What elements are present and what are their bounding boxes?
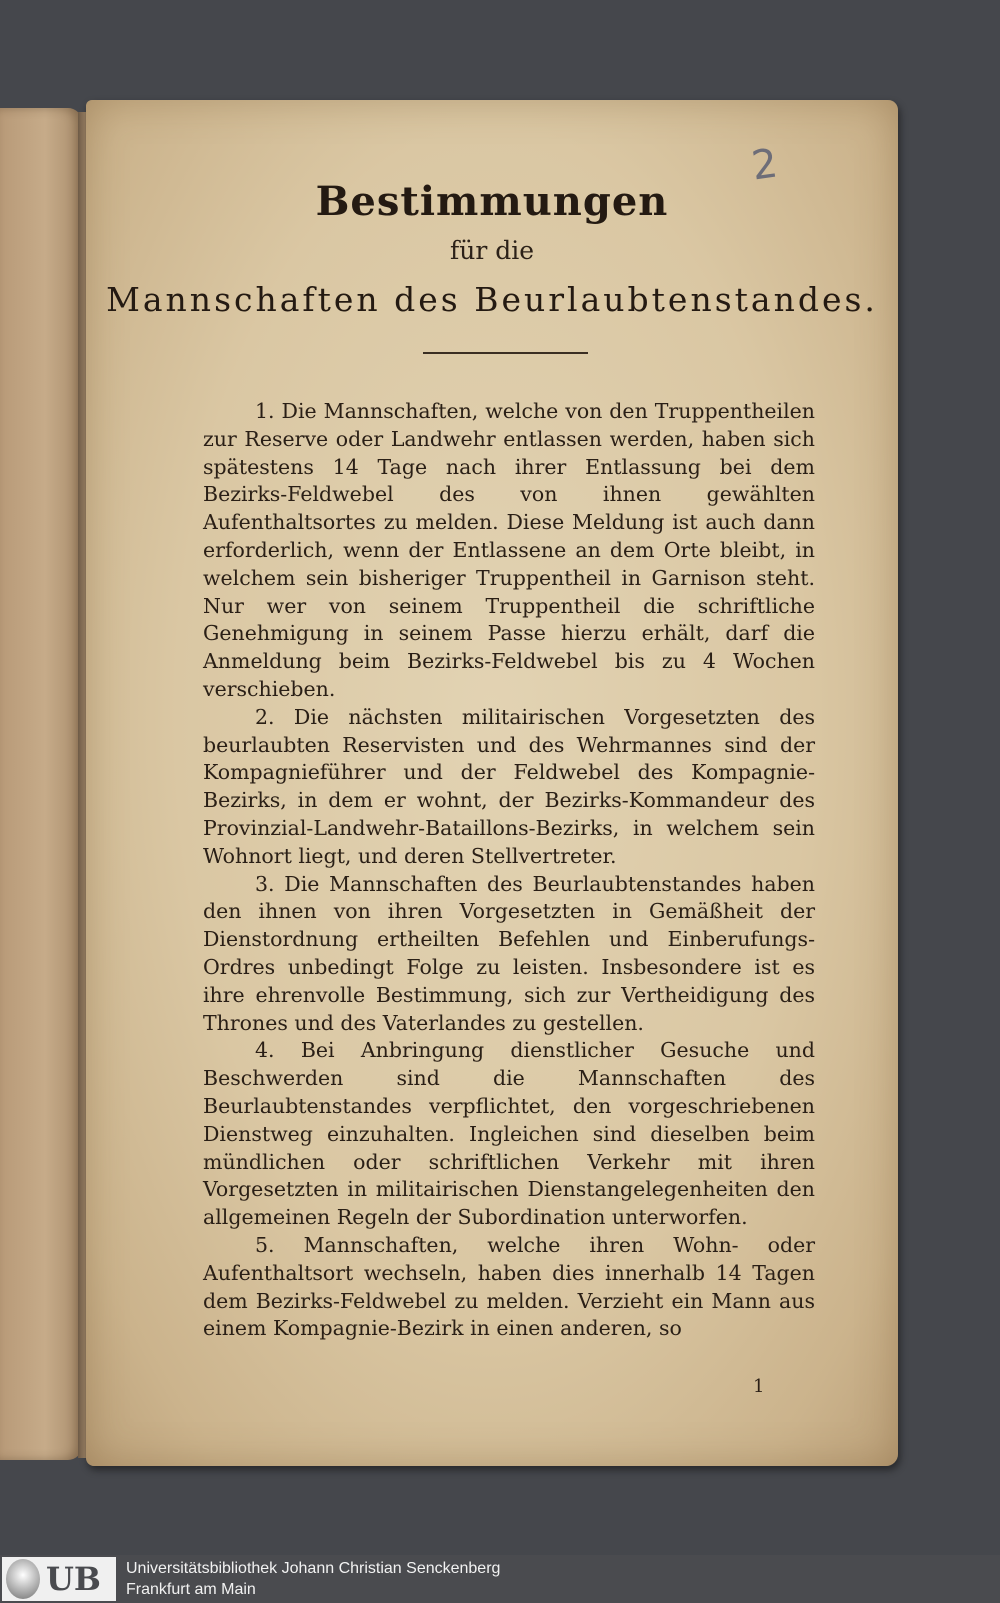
document-title: Bestimmungen: [315, 178, 669, 225]
paragraph-2: 2. Die nächsten militairischen Vorgesetzten des beurlaubten Reservisten und des Wehrmannes sind der Kompagnieführer und der Feldwebel des Kompagnie-Bezirks, in dem er wohnt, der Bezirks-Kommandeur des Provinzial-Landwehr-Bataillons-Bezirks, in welchem sein Wohnort liegt, und deren Stellvertreter.: [203, 704, 815, 868]
logo-text: UB: [46, 1560, 101, 1598]
paragraph-4: 4. Bei Anbringung dienstlicher Gesuche und Beschwerden sind die Mannschaften des Beurlaubtenstandes verpflichtet, den vorgeschriebenen Dienstweg einzuhalten. Ingleichen sind dieselben beim mündlichen oder schriftlichen Verkehr mit ihren Vorgesetzten in militairischen Dienstangelegenheiten den allgemeinen Regeln der Subordination unterworfen.: [203, 1038, 815, 1230]
library-name-line-1: Universitätsbibliothek Johann Christian Senckenberg: [126, 1560, 501, 1577]
left-page-edge: [0, 108, 82, 1460]
library-name-line-2: Frankfurt am Main: [126, 1581, 256, 1598]
portrait-emblem-icon: [6, 1559, 40, 1599]
paragraph-3: 3. Die Mannschaften des Beurlaubtenstandes haben den ihnen von ihren Vorgesetzten in Gemäßheit der Dienstordnung ertheilten Befehlen und Einberufungs-Ordres unbedingt Folge zu leisten. Insbesondere ist es ihre ehrenvolle Bestimmung, sich zur Vertheidigung des Thrones und des Vaterlandes zu gestellen.: [203, 871, 815, 1035]
paragraph-5: 5. Mannschaften, welche ihren Wohn- oder Aufenthaltsort wechseln, haben dies innerhalb 14 Tagen dem Bezirks-Feldwebel zu melden. Verzieht ein Mann aus einem Kompagnie-Bezirk in einen anderen, so: [203, 1232, 815, 1341]
document-subtitle: für die: [449, 236, 535, 265]
library-logo: [2, 1557, 116, 1601]
handwritten-folio-mark: 2: [748, 140, 781, 190]
paragraph-1: 1. Die Mannschaften, welche von den Truppentheilen zur Reserve oder Landwehr entlassen werden, haben sich spätestens 14 Tage nach ihrer Entlassung bei dem Bezirks-Feldwebel des von ihnen gewählten Aufenthaltsortes zu melden. Diese Meldung ist auch dann erforderlich, wenn der Entlassene an dem Orte bleibt, in welchem sein bisheriger Truppentheil in Garnison steht. Nur wer von seinem Truppentheil die schriftliche Genehmigung in seinem Passe hierzu erhält, darf die Anmeldung beim Bezirks-Feldwebel bis zu 4 Wochen verschieben.: [203, 399, 815, 701]
page-number: 1: [753, 1376, 765, 1397]
library-name: [126, 1558, 500, 1600]
title-divider: [423, 352, 588, 354]
document-body: [203, 398, 815, 1343]
document-title-line-2: Mannschaften des Beurlaubtenstandes.: [106, 280, 878, 319]
